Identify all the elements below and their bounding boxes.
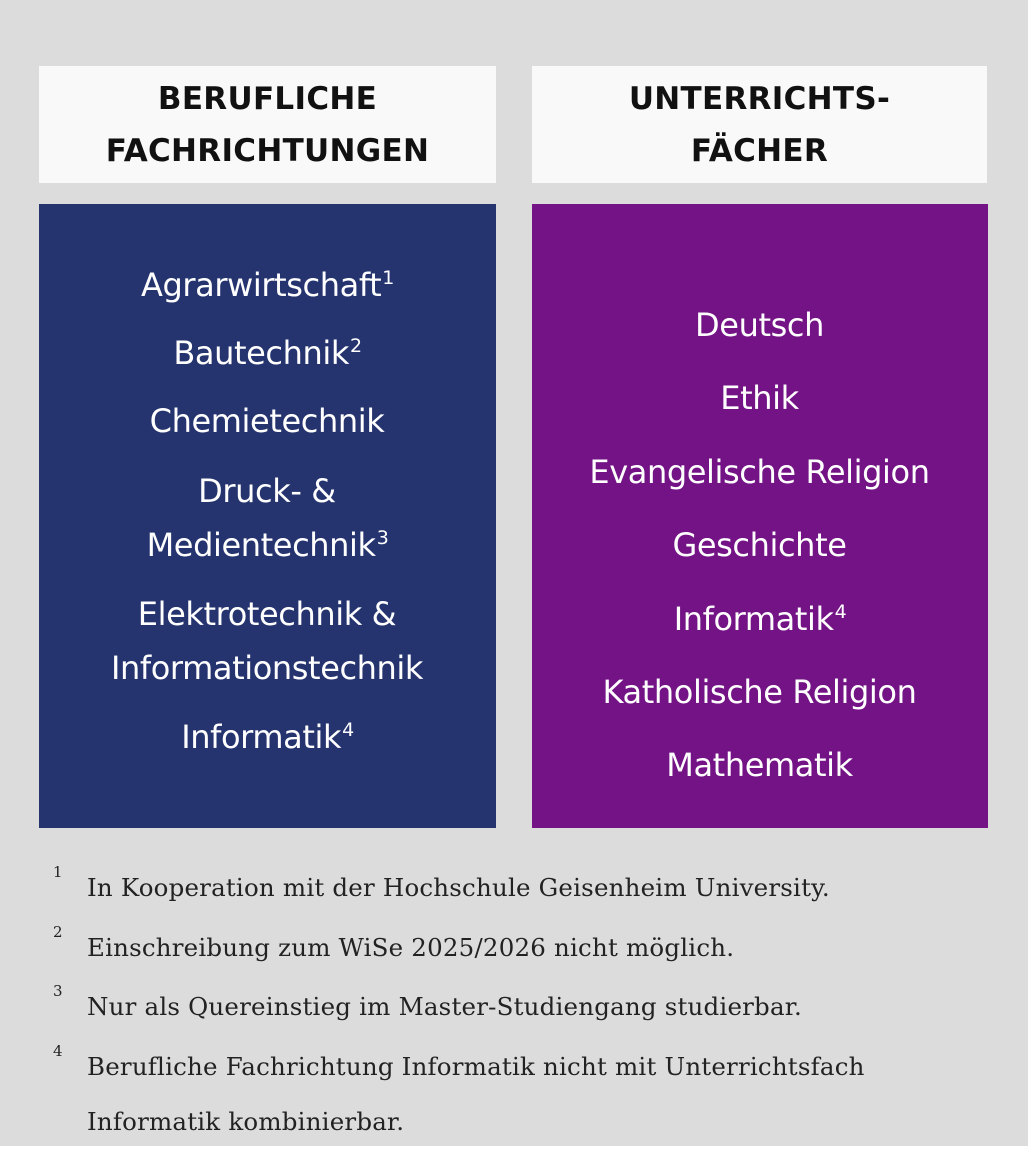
list-item-ethik: Ethik [720,379,799,417]
panel-unterrichtsfaecher [532,204,988,828]
list-item-evangelische-religion: Evangelische Religion [589,453,930,491]
footnote-text: Einschreibung zum WiSe 2025/2026 nicht möglich. [87,933,735,962]
list-item-geschichte: Geschichte [672,526,847,564]
list-item-mathematik: Mathematik [666,746,853,784]
list-item-informatik: Informatik$^4$ [673,600,847,638]
footnote-number: 3 [53,982,63,1000]
header-left-line-2: FACHRICHTUNGEN [105,132,430,169]
header-right-line-2: FÄCHER [690,132,829,169]
list-item-informationstechnik: Informationstechnik [110,649,424,687]
footnote-text: Nur als Quereinstieg im Master-Studiengang studierbar. [87,992,802,1021]
header-berufliche-fachrichtungen [39,66,496,183]
list-item-informatik: Informatik$^4$ [181,718,354,756]
footnote-text: Berufliche Fachrichtung Informatik nicht mit Unterrichtsfach [87,1052,865,1081]
footnote-number: 4 [53,1042,63,1060]
footnote-number: 1 [53,863,63,881]
list-item-katholische-religion: Katholische Religion [602,673,917,711]
footnote-text: Informatik kombinierbar. [87,1107,405,1136]
panel-berufliche-fachrichtungen [39,204,496,828]
list-item-medientechnik: Medientechnik$^3$ [146,526,389,564]
footnote-number: 2 [53,923,63,941]
list-item-bautechnik: Bautechnik$^2$ [173,334,362,372]
list-item-agrarwirtschaft: Agrarwirtschaft$^1$ [140,266,394,304]
header-unterrichtsfaecher [532,66,987,183]
list-item-deutsch: Deutsch [695,306,824,344]
header-left-line-1: BERUFLICHE [157,80,378,117]
footnote-text: In Kooperation mit der Hochschule Geisenheim University. [87,873,830,902]
list-item-elektrotechnik: Elektrotechnik & [137,595,397,633]
list-item-druck: Druck- & [198,472,336,510]
header-right-line-1: UNTERRICHTS- [628,80,891,117]
list-item-chemietechnik: Chemietechnik [149,402,385,440]
